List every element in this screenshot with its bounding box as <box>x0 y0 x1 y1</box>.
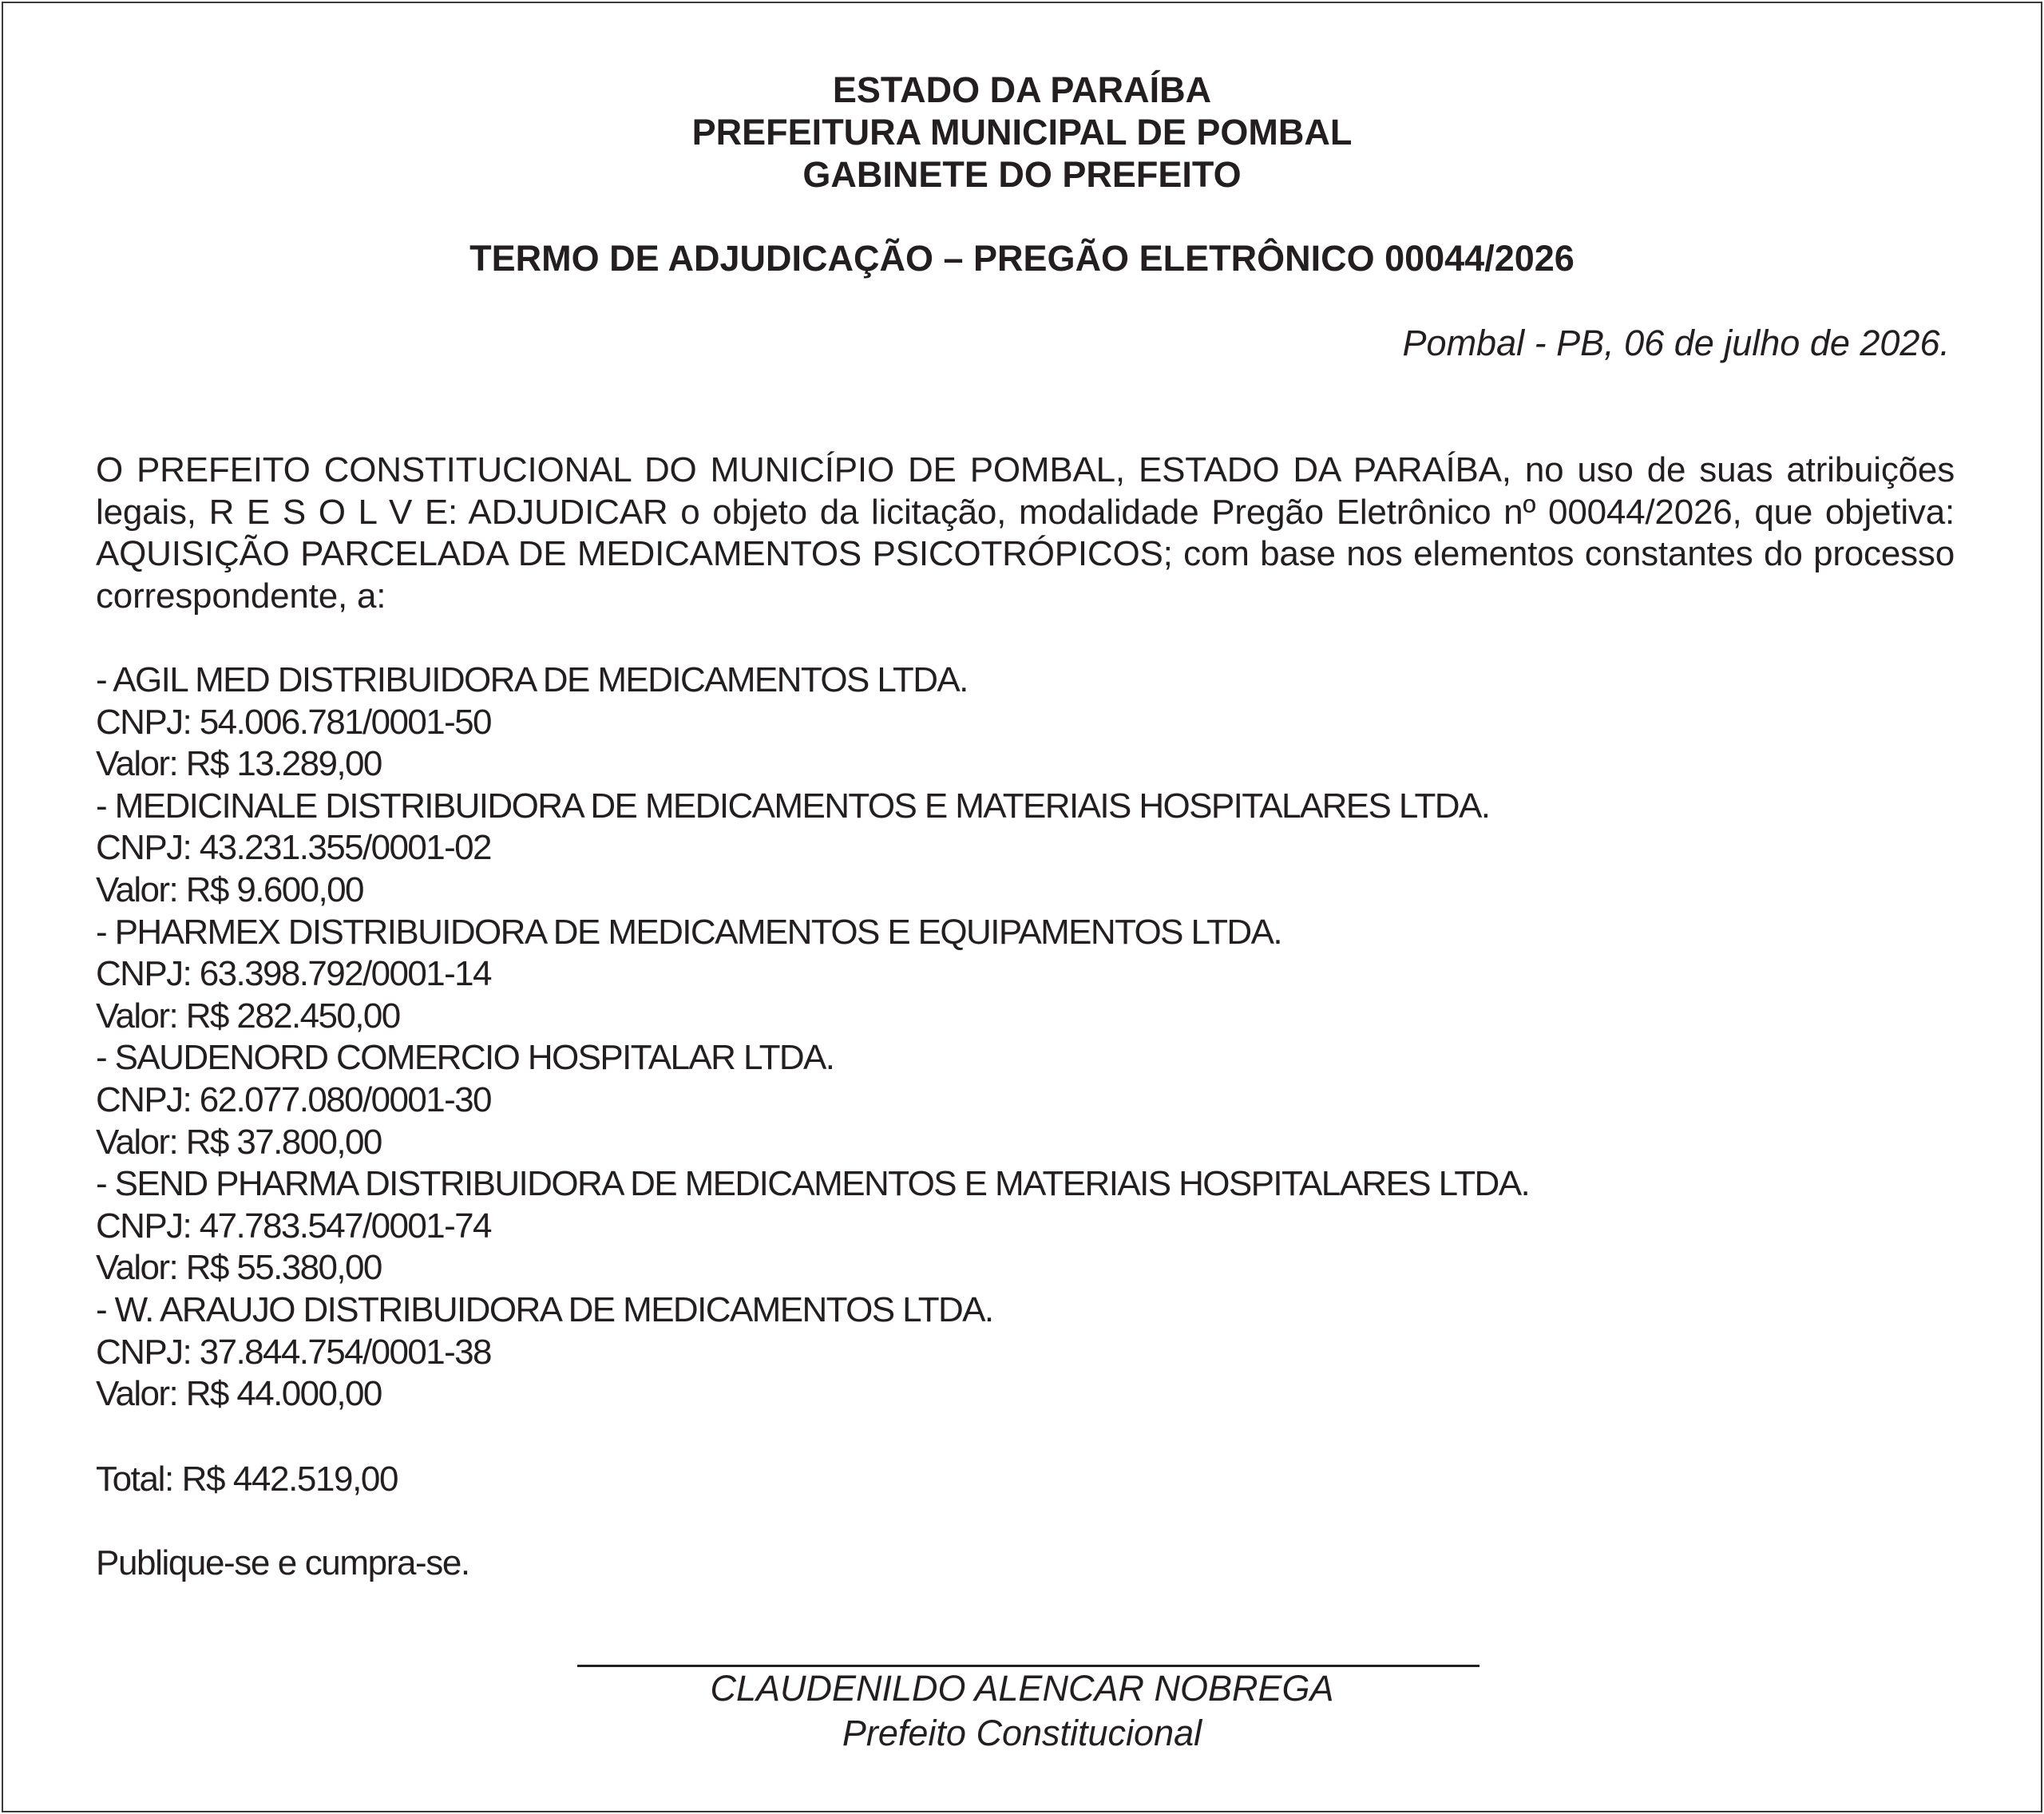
company-name: - PHARMEX DISTRIBUIDORA DE MEDICAMENTOS E EQUIPAMENTOS LTDA. <box>96 912 1281 952</box>
company-value: Valor: R$ 37.800,00 <box>96 1122 382 1162</box>
document-date: Pombal - PB, 06 de julho de 2026. <box>1402 323 1950 363</box>
closing-statement: Publique-se e cumpra-se. <box>96 1543 469 1582</box>
company-cnpj: CNPJ: 62.077.080/0001-30 <box>96 1079 491 1119</box>
document-frame <box>2 2 2042 1812</box>
company-cnpj: CNPJ: 43.231.355/0001-02 <box>96 828 491 868</box>
company-name: - SEND PHARMA DISTRIBUIDORA DE MEDICAMENTOS E MATERIAIS HOSPITALARES LTDA. <box>96 1164 1530 1204</box>
total-amount: Total: R$ 442.519,00 <box>96 1460 398 1499</box>
signatory-role: Prefeito Constitucional <box>842 1713 1202 1753</box>
company-cnpj: CNPJ: 37.844.754/0001-38 <box>96 1332 491 1372</box>
company-name: - MEDICINALE DISTRIBUIDORA DE MEDICAMENTOS E MATERIAIS HOSPITALARES LTDA. <box>96 786 1490 826</box>
document-title: TERMO DE ADJUDICAÇÃO – PREGÃO ELETRÔNICO 00044/2026 <box>469 238 1575 279</box>
signatory-name: CLAUDENILDO ALENCAR NOBREGA <box>710 1668 1334 1709</box>
company-cnpj: CNPJ: 54.006.781/0001-50 <box>96 702 491 742</box>
header-municipality: PREFEITURA MUNICIPAL DE POMBAL <box>691 112 1353 152</box>
company-name: - AGIL MED DISTRIBUIDORA DE MEDICAMENTOS LTDA. <box>96 660 968 699</box>
company-value: Valor: R$ 13.289,00 <box>96 744 382 784</box>
header-state: ESTADO DA PARAÍBA <box>832 69 1212 110</box>
company-list <box>96 659 1529 1416</box>
company-value: Valor: R$ 55.380,00 <box>96 1248 382 1288</box>
company-entry <box>96 1163 1529 1289</box>
company-value: Valor: R$ 282.450,00 <box>96 996 400 1036</box>
company-cnpj: CNPJ: 47.783.547/0001-74 <box>96 1206 491 1246</box>
company-value: Valor: R$ 44.000,00 <box>96 1374 382 1414</box>
header-office: GABINETE DO PREFEITO <box>802 154 1242 195</box>
company-entry <box>96 1289 1529 1416</box>
company-cnpj: CNPJ: 63.398.792/0001-14 <box>96 954 491 994</box>
company-entry <box>96 659 1529 786</box>
company-entry <box>96 1037 1529 1163</box>
document-header <box>3 69 2041 196</box>
company-entry <box>96 912 1529 1038</box>
company-entry <box>96 786 1529 912</box>
company-name: - W. ARAUJO DISTRIBUIDORA DE MEDICAMENTOS LTDA. <box>96 1289 993 1329</box>
company-value: Valor: R$ 9.600,00 <box>96 869 363 909</box>
company-name: - SAUDENORD COMERCIO HOSPITALAR LTDA. <box>96 1038 834 1078</box>
intro-paragraph: O PREFEITO CONSTITUCIONAL DO MUNICÍPIO DE POMBAL, ESTADO DA PARAÍBA, no uso de suas atribuições legais, R E S O L V E: ADJUDICAR o objeto da licitação, modalidade Pregão Eletrônico nº 00044/2026, que objetiva: AQUISIÇÃO PARCELADA DE MEDICAMENTOS PSICOTRÓPICOS; com base nos elementos constantes do processo correspondente, a: <box>96 450 1955 616</box>
